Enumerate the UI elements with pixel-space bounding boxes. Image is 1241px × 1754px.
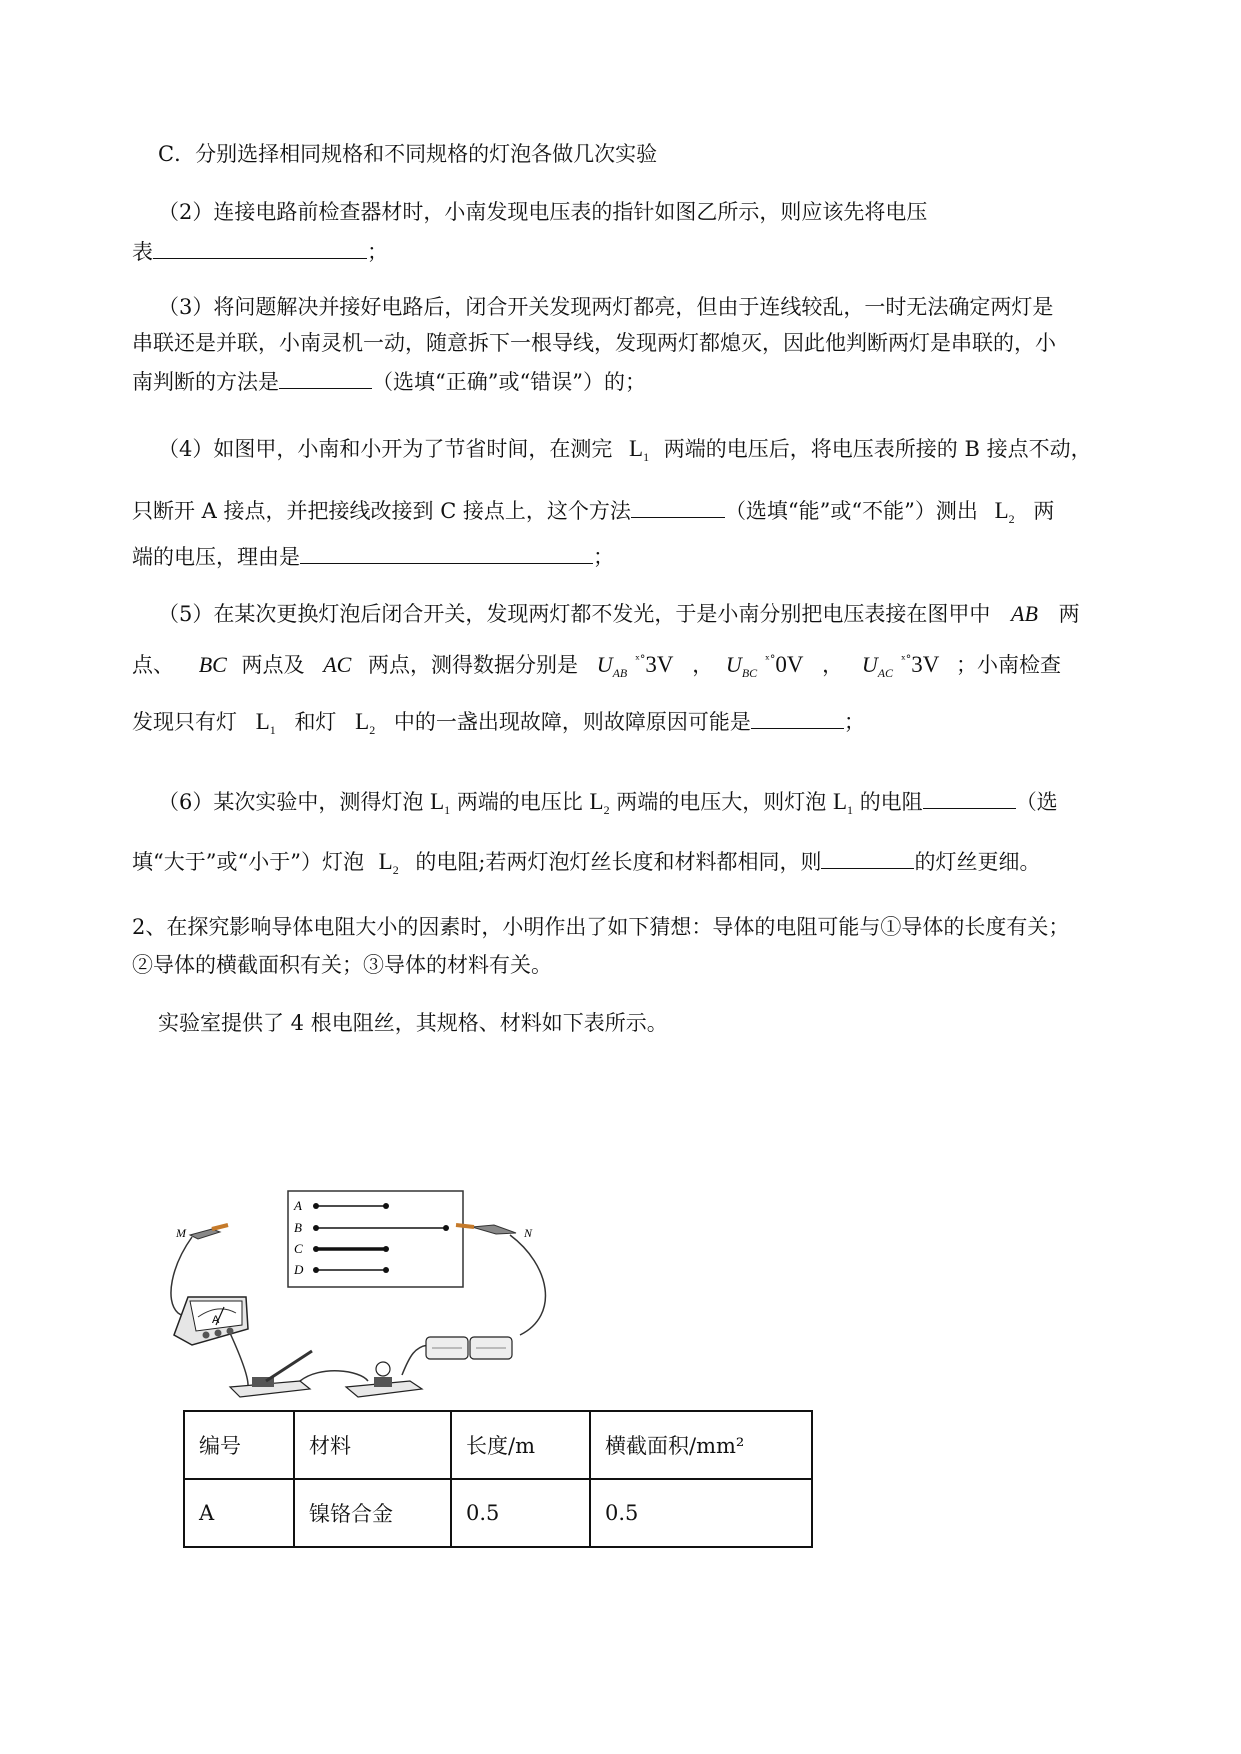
u-ab-value: 3V xyxy=(645,652,674,677)
q5-text-b: 两 xyxy=(1058,602,1080,626)
symbol-l2-q5: $L_2$ xyxy=(355,709,376,737)
q3-line3 xyxy=(132,366,646,396)
table-cell: 0.5 xyxy=(590,1479,812,1547)
wire-label-a: A xyxy=(294,1198,302,1213)
q5-answer-blank[interactable] xyxy=(751,706,844,729)
table-cell: 镍铬合金 xyxy=(294,1479,451,1547)
q5-text-i: 中的一盏出现故障，则故障原因可能是 xyxy=(393,710,751,734)
option-c: C．分别选择相同规格和不同规格的灯泡各做几次实验 xyxy=(158,142,658,166)
q5-text-h: 和灯 xyxy=(294,710,337,734)
wire-n-to-battery xyxy=(510,1235,545,1335)
q4-line2 xyxy=(132,495,1054,533)
q5-text-g: 发现只有灯 xyxy=(132,710,237,734)
q2-line1: （2）连接电路前检查器材时，小南发现电压表的指针如图乙所示，则应该先将电压 xyxy=(158,200,928,224)
symbol-l1: $L_1$ xyxy=(629,436,650,464)
q2-text-a: 表 xyxy=(132,240,153,264)
symbol-bc: BC xyxy=(198,652,227,677)
clip-label-n: N xyxy=(524,1226,533,1240)
q5-line2 xyxy=(132,646,1061,687)
q2-line2 xyxy=(132,236,388,266)
alligator-clip-n xyxy=(456,1225,516,1234)
q6-answer-blank-1[interactable] xyxy=(923,786,1016,809)
q4-text-c: 只断开 A 接点，并把接线改接到 C 接点上，这个方法 xyxy=(132,499,631,523)
table-cell: A xyxy=(184,1479,294,1547)
q5-text-j: ； xyxy=(843,710,865,734)
u-bc-value: 0V xyxy=(775,652,804,677)
q5-line3 xyxy=(132,706,865,744)
q2-answer-blank[interactable] xyxy=(153,236,367,259)
symbol-l1-q6a: $L_1$ xyxy=(430,789,451,817)
q5-line1 xyxy=(158,600,1080,628)
wire-lamp-to-battery xyxy=(402,1345,428,1375)
q3-line1: （3）将问题解决并接好电路后，闭合开关发现两灯都亮，但由于连线较乱，一时无法确定两灯是 xyxy=(158,295,1054,319)
wire-label-b: B xyxy=(294,1220,302,1235)
q4-text-a: （4）如图甲，小南和小开为了节省时间，在测完 xyxy=(158,437,613,461)
approx-mark-1: ˣ° xyxy=(635,653,646,666)
p2-line3: 实验室提供了 4 根电阻丝，其规格、材料如下表所示。 xyxy=(158,1011,668,1035)
q4-line1 xyxy=(158,435,1092,471)
table-row xyxy=(184,1479,812,1547)
q3-answer-blank[interactable] xyxy=(279,366,372,389)
knife-switch xyxy=(230,1351,312,1397)
svg-text:A: A xyxy=(212,1314,220,1326)
clip-label-m: M xyxy=(176,1226,186,1240)
q4-text-f: 端的电压，理由是 xyxy=(132,545,300,569)
symbol-ac: AC xyxy=(323,652,352,677)
separator-2: ， xyxy=(822,653,844,677)
q5-text-c: 点、 xyxy=(132,653,174,677)
q5-text-d: 两点及 xyxy=(241,653,305,677)
q6-text-f: 填“大于”或“小于”）灯泡 xyxy=(132,850,364,874)
battery-pack xyxy=(426,1337,512,1359)
symbol-ab: AB xyxy=(1011,601,1038,626)
table-header-cell: 横截面积/mm² xyxy=(590,1411,812,1479)
u-ab-symbol: $U_{AB}$ xyxy=(596,652,628,680)
wire-label-d: D xyxy=(294,1262,304,1277)
table-header-cell: 材料 xyxy=(294,1411,451,1479)
approx-mark-3: ˣ° xyxy=(901,653,912,666)
symbol-l1-q5: $L_1$ xyxy=(255,709,276,737)
q5-text-a: （5）在某次更换灯泡后闭合开关，发现两灯都不发光，于是小南分别把电压表接在图甲中 xyxy=(158,602,991,626)
table-header-row xyxy=(184,1411,812,1479)
q6-line1 xyxy=(158,786,1058,824)
q4-line3 xyxy=(132,541,614,571)
q5-text-e: 两点，测得数据分别是 xyxy=(368,653,578,677)
q4-answer-blank-1[interactable] xyxy=(631,495,725,518)
wire-label-c: C xyxy=(294,1241,303,1256)
p2-line1: 2、在探究影响导体电阻大小的因素时，小明作出了如下猜想：导体的电阻可能与①导体的长度有关； xyxy=(132,915,1070,939)
q6-answer-blank-2[interactable] xyxy=(821,846,914,869)
q4-text-b: 两端的电压后，将电压表所接的 B 接点不动， xyxy=(663,437,1092,461)
wire-switch-to-lamp xyxy=(300,1371,368,1381)
q4-text-e: 两 xyxy=(1033,499,1055,523)
q6-text-d: 的电阻 xyxy=(859,790,923,814)
q6-text-c: 两端的电压大，则灯泡 xyxy=(616,790,827,814)
symbol-l2: $L_2$ xyxy=(994,498,1015,526)
resistance-wire-table xyxy=(183,1410,813,1548)
q6-text-a: （6）某次实验中，测得灯泡 xyxy=(158,790,424,814)
wire-meter-to-switch xyxy=(230,1333,248,1385)
bulb-holder xyxy=(346,1362,422,1397)
u-ac-symbol: $U_{AC}$ xyxy=(861,652,894,680)
table-header-cell: 长度/m xyxy=(451,1411,590,1479)
q4-text-d: （选填“能”或“不能”）测出 xyxy=(724,499,978,523)
table-header-cell: 编号 xyxy=(184,1411,294,1479)
q4-text-g: ； xyxy=(593,545,614,569)
u-bc-symbol: $U_{BC}$ xyxy=(725,652,758,680)
approx-mark-2: ˣ° xyxy=(765,653,776,666)
q6-text-g: 的电阻;若两灯泡灯丝长度和材料都相同，则 xyxy=(415,850,822,874)
alligator-clip-m xyxy=(190,1225,228,1239)
q6-text-e: （选 xyxy=(1015,790,1058,814)
q3-text-b: （选填“正确”或“错误”）的； xyxy=(372,370,646,394)
q4-answer-blank-2[interactable] xyxy=(300,541,593,564)
separator-1: ， xyxy=(692,653,714,677)
p2-line2: ②导体的横截面积有关；③导体的材料有关。 xyxy=(132,953,552,977)
q6-line2 xyxy=(132,846,1040,884)
symbol-l2-q6a: $L_2$ xyxy=(589,789,610,817)
table-cell: 0.5 xyxy=(451,1479,590,1547)
u-ac-value: 3V xyxy=(911,652,940,677)
q3-line2: 串联还是并联，小南灵机一动，随意拆下一根导线，发现两灯都熄灭，因此他判断两灯是串联的，小 xyxy=(132,331,1056,355)
symbol-l2-q6b: $L_2$ xyxy=(378,849,399,877)
symbol-l1-q6b: $L_1$ xyxy=(832,789,853,817)
q5-text-f: ；小南检查 xyxy=(956,653,1062,677)
q6-text-b: 两端的电压比 xyxy=(456,790,583,814)
q2-text-b: ； xyxy=(367,240,388,264)
ammeter xyxy=(174,1297,248,1345)
q6-text-h: 的灯丝更细。 xyxy=(914,850,1041,874)
circuit-figure xyxy=(170,1185,570,1410)
q3-text-a: 南判断的方法是 xyxy=(132,370,279,394)
